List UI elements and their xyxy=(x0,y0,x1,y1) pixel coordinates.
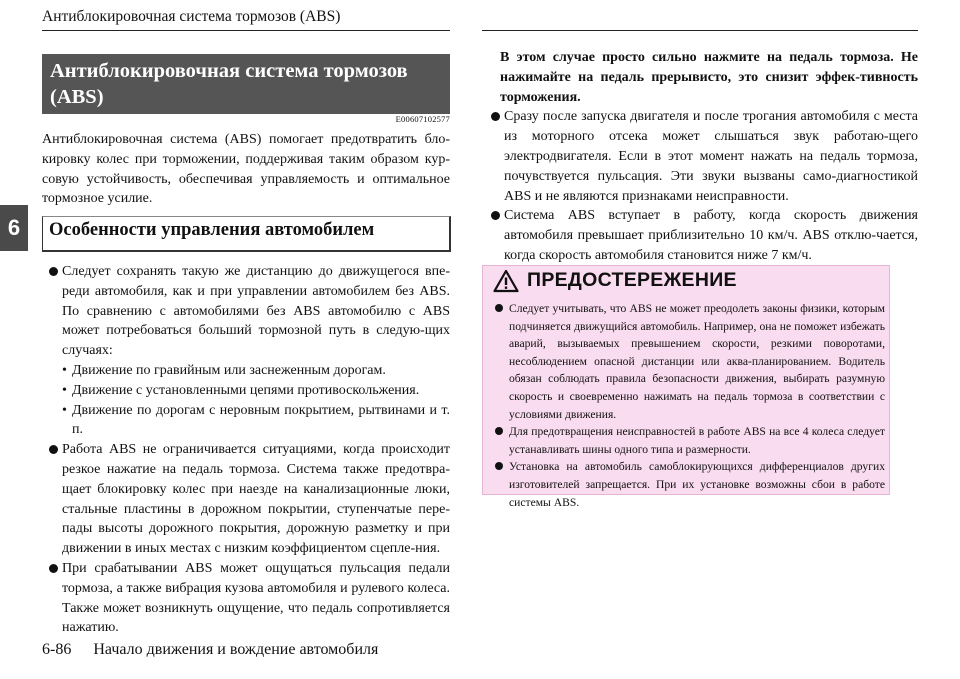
list-item: Сразу после запуска двигателя и после трогания автомобиля с места из моторного отсека может слышаться звук работаю-щего электродвигателя. Если в этот момент нажать на педаль тормоза, почувствуется пульсация. Эти звуки вызваны само-диагностикой ABS и не являются признаками неисправности. xyxy=(490,107,918,206)
list-item: Система ABS вступает в работу, когда скорость движения автомобиля превышает приблизительно 10 км/ч. ABS отклю-чается, когда скорость автомобиля становится ниже 7 км/ч. xyxy=(490,206,918,265)
bullet-text: Следует сохранять такую же дистанцию до движущегося впе-реди автомобиля, как и при управлении автомобилем без ABS. По сравнению с автомобилями без ABS автомобилю с ABS может потребоваться больший тормозной путь в следую-щих случаях: xyxy=(62,264,450,359)
sub-list-item: • Движение по дорогам с неровным покрытием, рытвинами и т. п. xyxy=(62,401,450,441)
bold-instruction: В этом случае просто сильно нажмите на педаль тормоза. Не нажимайте на педаль прерывисто, это снизит эффек-тивность торможения. xyxy=(500,50,918,105)
section-title-line2: (ABS) xyxy=(50,86,104,108)
warning-box xyxy=(482,265,890,509)
warning-item: Для предотвращения неисправностей в работе ABS на все 4 колеса следует устанавливать шины одного типа и размерности. xyxy=(493,423,885,458)
warning-item: Установка на автомобиль самоблокирующихся дифференциалов других изготовителей запрещается. При их установке возможны сбои в работе системы ABS. xyxy=(493,458,885,511)
right-column-text xyxy=(490,48,918,266)
warning-header xyxy=(483,266,889,296)
list-item xyxy=(48,262,450,440)
header-rule-right xyxy=(482,30,918,31)
section-title-box xyxy=(42,54,450,114)
list-item: При срабатывании ABS может ощущаться пульсация педали тормоза, а также вибрация кузова автомобиля и рулевого колеса. Также может возникнуть ощущение, что педаль сопротивляется нажатию. xyxy=(48,559,450,638)
sub-list-item: • Движение по гравийным или заснеженным дорогам. xyxy=(62,361,450,381)
page-footer xyxy=(42,641,378,659)
section-code: E00607102577 xyxy=(395,114,450,124)
warning-item: Следует учитывать, что ABS не может преодолеть законы физики, которым подчиняется движущийся автомобиль. Например, она не поможет избежать аварий, вызываемых превышением скорости, резкими поворотами, несоблюдением опасной дистанции или аква-планированием. Водитель обязан соблюдать правила безопасности движения, выбирать разумную скорость и своевременно нажимать на педаль тормоза в соответствии с условиями движения. xyxy=(493,300,885,423)
page-header-title: Антиблокировочная система тормозов (ABS) xyxy=(42,8,341,25)
list-item: Работа ABS не ограничивается ситуациями, когда происходит резкое нажатие на педаль тормоза. Система также предотвра-щает блокировку колес при наезде на канализационные люки, стальные пластины в дорожном покрытии, ступенчатые пере-пады высоты дорожного покрытия, дорожную разметку и при движении в иных местах с низким коэффициентом сцепле-ния. xyxy=(48,440,450,559)
section-title-line1: Антиблокировочная система тормозов xyxy=(50,60,408,82)
sub-list-item: • Движение с установленными цепями противоскольжения. xyxy=(62,381,450,401)
warning-body xyxy=(493,300,885,511)
header-rule-left xyxy=(42,30,450,31)
footer-chapter-title: Начало движения и вождение автомобиля xyxy=(93,641,379,658)
intro-text: Антиблокировочная система (ABS) помогает предотвратить бло-кировку колес при торможении, поддерживая таким образом кур-совую устойчивость, обеспечивая управляемость и оптимальное тормозное усилие. xyxy=(42,132,450,207)
chapter-tab: 6 xyxy=(0,205,28,251)
warning-triangle-icon xyxy=(493,269,519,293)
subsection-title: Особенности управления автомобилем xyxy=(42,216,451,252)
intro-paragraph xyxy=(42,130,450,209)
warning-title: ПРЕДОСТЕРЕЖЕНИЕ xyxy=(527,269,737,291)
left-bullet-list xyxy=(48,262,450,638)
page-number: 6-86 xyxy=(42,641,72,658)
